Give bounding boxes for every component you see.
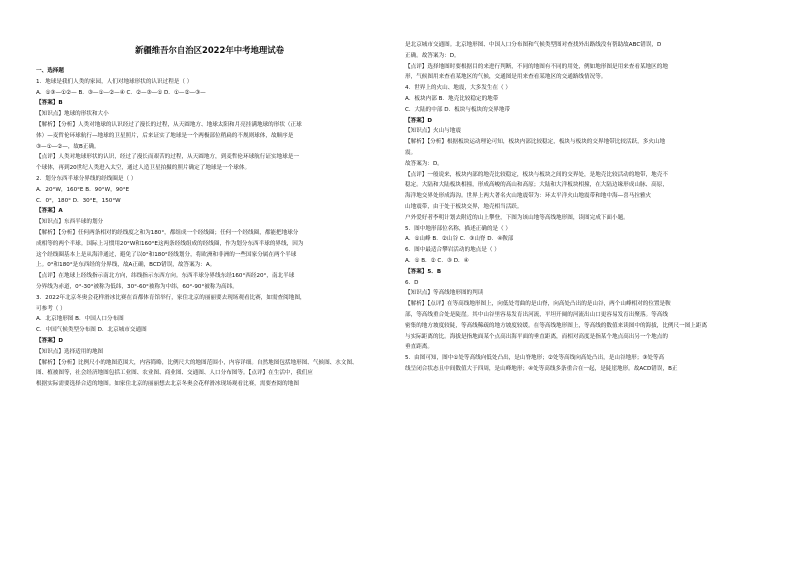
text-line: 4．世界上的火山、地震，大多发生在（ ） [405,85,512,92]
text-line: 【点评】在地球上经线指示南北方向，纬线指示东西方向。东西半球分界线东经160°西经20°，南北半球 [36,273,295,280]
text-line: 【知识点】地球的形状和大小 [36,111,109,118]
text-line: 【知识点】火山与地震 [405,128,461,135]
text-line: 稳定。大陆和大陆板块相撞，形成高峻的高山和高原；大陆和大洋板块相撞，在大陆边缘形成山脉、高原， [405,182,668,189]
text-line: 【答案】D [405,117,433,124]
text-line: 形，气候图用来查看某地区的气候，交通图是用来查看某地区的交通路线情况等。 [405,74,607,81]
page-title: 新疆维吾尔自治区2022年中考地理试卷 [135,45,284,55]
text-line: 成相等的两个半球。国际上习惯用20°W和160°E这两条经线组成的经线圈，作为划分东西半球的界线，因为 [36,240,304,247]
text-line: 这个经线圈基本上是从海洋通过，避免了以0°和180°经线划分，将欧洲和非洲的一些国家分属在两个半球 [36,251,297,258]
text-line: A．①③—①②— B．③—①—②—④ C．②—③—① D．①—②—③— [36,89,206,96]
text-line: A．北京地形图 B．中国人口分布图 [36,316,124,323]
text-line: 【解析】【分析】人类对地球的认识经过了漫长的过程，从天圆地方、地球太阳和月亮挂满地球的形状（正球 [36,121,302,128]
text-line: 震。 [405,149,417,156]
text-line: 【解析】【分析】比例尺小的地图范围大，内容简略，比例尺大的地图范围小，内容详细。自然地图包括地形图、气候图、水文图、 [36,359,358,366]
text-line: 【答案】D [36,337,64,344]
text-line: 【知识点】选择适用的地图 [36,348,104,355]
text-line: 5．由图可知，图中①处等高线向低处凸出，是山脊地形；②处等高线向高处凸出，是山谷地形；③处等高 [405,355,665,362]
text-line: 线呈闭合状态且中间数值大于四周，是山峰地形；④处等高线多条重合在一起，是陡崖地形。故ACD错误，B正 [405,365,678,372]
text-line: ③—①—②—，故B正确。 [36,143,100,150]
text-line: 6．图中最适合攀岩活动的地点是（ ） [405,247,500,254]
text-line: 6．D [405,279,419,286]
text-line: 【点评】一般说来，板块内部的地壳比较稳定，板块与板块之间的交界处，是地壳比较活动的地带，地壳不 [405,171,668,178]
text-line: 【答案】A [36,208,63,215]
text-line: 【点评】人类对地球形状的认识，经过了漫长而艰苦的过程，从天圆地方，到麦哲伦环球航行证实地球是一 [36,154,299,161]
text-line: 【解析】【分析】任何两条相对的经线度之和为180°，都组成一个经线圈；任何一个经线圈，都能把地球分 [36,229,299,236]
text-line: 体）—麦哲伦环球航行—地球的卫星照片，后来证实了地球是一个两极部位稍扁的不规则球体，故顺序是 [36,132,294,139]
text-line: 【解析】【分析】根据板块运动理论可知，板块内部比较稳定，板块与板块的交界地带比较活跃，多火山地 [405,139,666,146]
text-line: 个球体，再到20世纪人类进入太空，通过人造卫星拍摄的照片确定了地球是一个球体。 [36,165,251,172]
text-line: A．①山峰 B．②山谷 C．③山脊 D．④鞍部 [405,236,514,243]
text-line: 1．地球是我们人类的家园，人们对地球形状的认识过程是（ ） [36,78,193,85]
text-line: 【点评】选择地图时要根据目的来进行判断，不同的地图有不同的用处，例如地形图是用来查看某地区的地 [405,63,668,70]
right-column-text [405,40,764,375]
text-line: 与实际距离的比。海拔是指地面某个点高出海平面的垂直距离，而相对高度是指某个地点高出另一个地点的 [405,333,668,340]
text-line: 上。0°和180°是东西经的分界线，故A正确，BCD错误，故答案为：A。 [36,262,216,269]
text-line: 【知识点】等高线地形图的判读 [405,290,484,297]
text-line: 是北京城市交通图。北京地形图、中国人口分布图和气候类型图对查找外出路线没有帮助故ABC错误，D [405,42,662,48]
text-line: 户外爱好者李明计划去附近的山上攀登，下图为该山地等高线地形图，读图完成下面小题。 [405,214,629,221]
text-line: 5．图中地形部位名称，描述正确的是（ ） [405,225,512,232]
left-column-text [36,66,383,390]
text-line: 垂直距离。 [405,344,433,351]
text-line: 正确。故答案为：D。 [405,52,460,59]
text-line: 分界线为赤道，0°-30°被称为低纬，30°-60°被称为中纬，60°-90°被称为高纬。 [36,283,238,290]
text-line: C．0°，180° D．30°E，150°W [36,197,121,204]
text-line: A．① B．② C．③ D．④ [405,257,469,264]
text-line: 密集的地方坡度较陡，等高线稀疏的地方坡度较缓。在等高线地形图上，等高线的数值来读图中的海拔，比例尺一图上距离 [405,322,708,329]
text-line: C．大陆的中部 D．板块与板块的交界地带 [405,106,511,113]
text-line: 部，等高线重合处是陡崖。其中山谷里容易发育出河流，平坦开阔的河流出山口更容易发育出聚落。等高线 [405,311,668,318]
text-line: 一、选择题 [36,68,64,74]
text-line: 2．划分东西半球分界线的经线圈是（ ） [36,175,137,182]
text-line: 图、植被图等，社会经济地图包括工业图、农业图、商业图、交通图、人口分布图等。【点评】在生活中，我们应 [36,370,313,377]
text-line: 可参考（ ） [36,305,66,312]
text-line: 【知识点】东西半球的划分 [36,219,104,226]
text-line: 山地震带，由于处于板块交界，地壳相当活跃。 [405,203,523,210]
text-line: 3．2022年北京冬奥会花样滑冰比赛在首都体育馆举行，家住北京的丽丽要去现场观看比赛，如需查阅地图， [36,294,306,301]
right-column [397,0,794,562]
text-line: 【解析】【点评】在等高线地形图上，向低处弯曲的是山脊，向高处凸出的是山谷，两个山峰相对的位置是鞍 [405,301,671,308]
text-line: 海洋地交界处形成海沟。世界上两大著名火山地震带为：环太平洋火山地震带和地中海—喜马拉雅火 [405,193,652,200]
text-line: 根据实际需要选择合适的地图。如家住北京的丽丽想去北京冬奥会花样滑冰现场观看比赛，需要查阅的地图 [36,381,299,388]
text-line: C．中国气候类型分布图 D．北京城市交通图 [36,327,147,334]
text-line: A．20°W，160°E B．90°W，90°E [36,186,130,193]
text-line: 【答案】B [36,100,63,107]
text-line: 故答案为：D。 [405,160,443,167]
text-line: A．板块内部 B．地壳比较稳定的地带 [405,95,499,102]
text-line: 【答案】5．B [405,268,442,275]
